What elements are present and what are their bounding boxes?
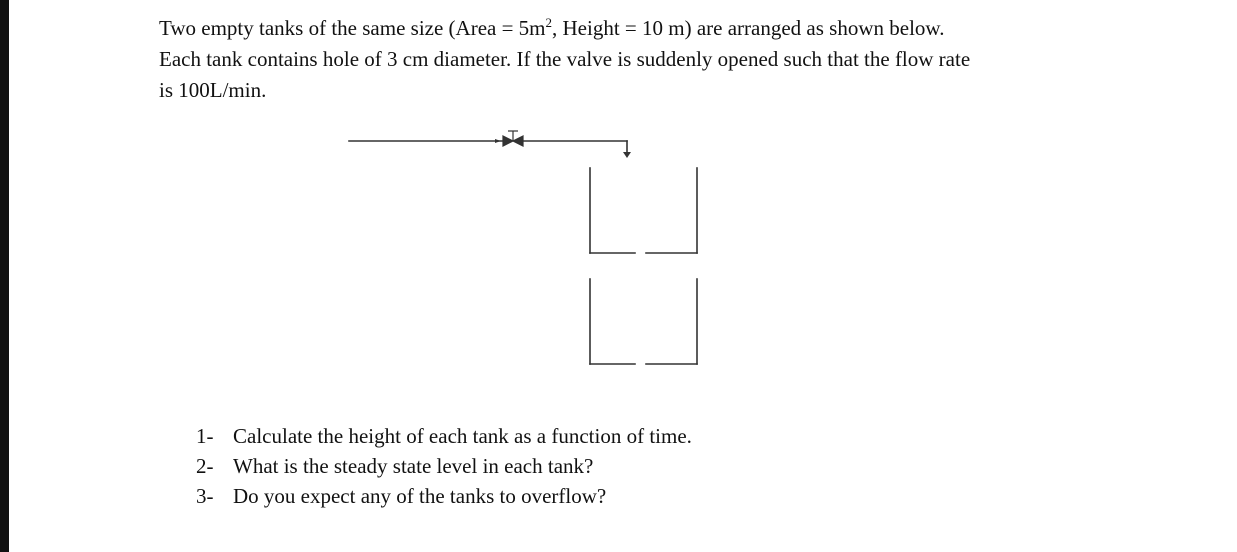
question-list [196, 421, 692, 511]
question-text: Calculate the height of each tank as a function of time. [233, 424, 692, 448]
down-arrow-icon [623, 152, 631, 158]
question-number: 2- [196, 454, 214, 478]
question-item [196, 451, 692, 481]
area-exponent: 2 [545, 15, 553, 30]
problem-line-2: Each tank contains hole of 3 cm diameter. If the valve is suddenly opened such that the flow rate [159, 47, 971, 71]
question-text: What is the steady state level in each tank? [233, 454, 594, 478]
problem-line-3: is 100L/min. [159, 78, 267, 102]
question-number: 3- [196, 484, 214, 508]
gate-valve-icon [503, 131, 523, 146]
lower-tank [590, 279, 697, 364]
problem-line-1-start: Two empty tanks of the same size (Area = 5m [159, 16, 546, 40]
flow-arrow-icon [495, 139, 501, 143]
question-item [196, 481, 692, 511]
question-item [196, 421, 692, 451]
question-text: Do you expect any of the tanks to overflow? [233, 484, 607, 508]
upper-tank [590, 168, 697, 253]
question-number: 1- [196, 424, 214, 448]
problem-line-1-end: , Height = 10 m) are arranged as shown below. [552, 16, 945, 40]
